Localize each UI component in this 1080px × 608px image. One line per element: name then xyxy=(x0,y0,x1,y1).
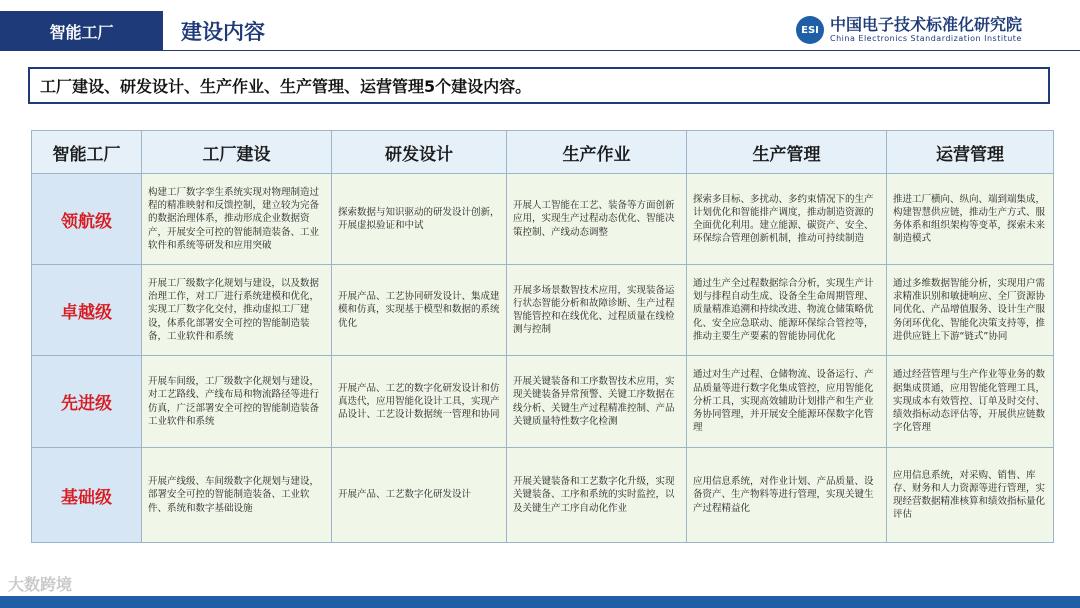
watermark: 大数跨境 xyxy=(8,575,73,594)
header-divider xyxy=(163,50,1080,51)
table-cell: 开展车间级，工厂级数字化规划与建设，对工艺路线、产线布局和物流路径等进行仿真，广泛部署安全可控的智能制造装备工业软件和系统 xyxy=(142,356,332,448)
esi-logo xyxy=(796,16,1022,44)
table-cell: 开展人工智能在工艺、装备等方面创新应用，实现生产过程动态优化、智能决策控制、产线动态调整 xyxy=(507,174,687,265)
table-cell: 开展关键装备和工序数智技术应用，实现关键装备异常预警、关键工序数据在线分析、关键生产过程精准控制、产品关键质量特性数字化检测 xyxy=(507,356,687,448)
table-cell: 开展产品、工艺协同研发设计、集成建模和仿真，实现基于模型和数据的系统优化 xyxy=(332,265,507,356)
header-cell: 研发设计 xyxy=(332,131,507,174)
summary-box: 工厂建设、研发设计、生产作业、生产管理、运营管理5个建设内容。 xyxy=(28,67,1050,104)
table-row xyxy=(32,265,1054,356)
level-label: 领航级 xyxy=(32,174,142,265)
level-label: 先进级 xyxy=(32,356,142,448)
table-row xyxy=(32,356,1054,448)
table-cell: 开展产线级、车间级数字化规划与建设，部署安全可控的智能制造装备、工业软件、系统和数字基础设施 xyxy=(142,448,332,543)
construction-content-table xyxy=(31,130,1054,543)
logo-name-cn: 中国电子技术标准化研究院 xyxy=(830,15,1023,34)
bottom-bar xyxy=(0,596,1080,608)
level-label: 基础级 xyxy=(32,448,142,543)
table-cell: 推进工厂横向、纵向、端到端集成，构建智慧供应链，推动生产方式、服务体系和组织架构等变革，探索未来制造模式 xyxy=(887,174,1054,265)
table-cell: 开展产品、工艺数字化研发设计 xyxy=(332,448,507,543)
table-cell: 应用信息系统，对作业计划、产品质量、设备资产、生产物料等进行管理，实现关键生产过程精益化 xyxy=(687,448,887,543)
esi-logo-icon: ESI xyxy=(796,16,824,44)
header-cell: 运营管理 xyxy=(887,131,1054,174)
header-cell: 工厂建设 xyxy=(142,131,332,174)
header-cell: 生产作业 xyxy=(507,131,687,174)
section-tag: 智能工厂 xyxy=(0,11,163,51)
header-cell: 智能工厂 xyxy=(32,131,142,174)
table-row xyxy=(32,448,1054,543)
table-cell: 应用信息系统，对采购、销售、库存、财务和人力资源等进行管理，实现经营数据精准核算和绩效指标量化评估 xyxy=(887,448,1054,543)
table-cell: 开展多场景数智技术应用，实现装备运行状态智能分析和故障诊断、生产过程智能管控和在线优化、过程质量在线检测与控制 xyxy=(507,265,687,356)
table-header-row xyxy=(32,131,1054,174)
table-row xyxy=(32,174,1054,265)
table-cell: 开展关键装备和工艺数字化升级，实现关键装备、工序和系统的实时监控，以及关键生产工序自动化作业 xyxy=(507,448,687,543)
header-cell: 生产管理 xyxy=(687,131,887,174)
table-cell: 探索多目标、多扰动、多约束情况下的生产计划优化和智能排产调度，推动制造资源的全面优化利用。建立能源、碳资产、安全、环保综合管理创新机制，推动可持续制造 xyxy=(687,174,887,265)
table-cell: 构建工厂数字孪生系统实现对物理制造过程的精准映射和反馈控制，建立较为完备的数据治理体系，推动形成企业数据资产，开展安全可控的智能制造装备、工业软件和系统等研发和应用突破 xyxy=(142,174,332,265)
table-cell: 通过对生产过程、仓储物流、设备运行、产品质量等进行数字化集成管控，应用智能化分析工具，实现高效辅助计划排产和生产业务协同管理，并开展安全能源环保数字化管理 xyxy=(687,356,887,448)
table-cell: 通过经营管理与生产作业等业务的数据集成贯通，应用智能化管理工具，实现成本有效管控、订单及时交付、绩效指标动态评估等，开展供应链数字化管理 xyxy=(887,356,1054,448)
top-bar xyxy=(0,0,1080,52)
level-label: 卓越级 xyxy=(32,265,142,356)
table-cell: 通过生产全过程数据综合分析，实现生产计划与排程自动生成、设备全生命周期管理、质量精准追溯和持续改进、物流仓储策略优化、安全应急联动、能源环保综合管控等，推动主要生产要素的智能协同优化 xyxy=(687,265,887,356)
table-cell: 开展产品、工艺的数字化研发设计和仿真迭代，应用智能化设计工具，实现产品设计、工艺设计数据统一管理和协同 xyxy=(332,356,507,448)
table-cell: 开展工厂级数字化规划与建设，以及数据治理工作，对工厂进行系统建模和优化，实现工厂数字化交付，推动虚拟工厂建设，体系化部署安全可控的智能制造装备，工业软件和系统 xyxy=(142,265,332,356)
table-cell: 探索数据与知识驱动的研发设计创新，开展虚拟验证和中试 xyxy=(332,174,507,265)
page-title: 建设内容 xyxy=(181,20,265,44)
logo-name-en: China Electronics Standardization Institute xyxy=(830,34,1022,43)
logo-text xyxy=(830,16,1022,44)
table-cell: 通过多维数据智能分析，实现用户需求精准识别和敏捷响应、全厂资源协同优化、产品增值服务、设计生产服务闭环优化、智能化决策支持等，推进供应链上下游“链式”协同 xyxy=(887,265,1054,356)
